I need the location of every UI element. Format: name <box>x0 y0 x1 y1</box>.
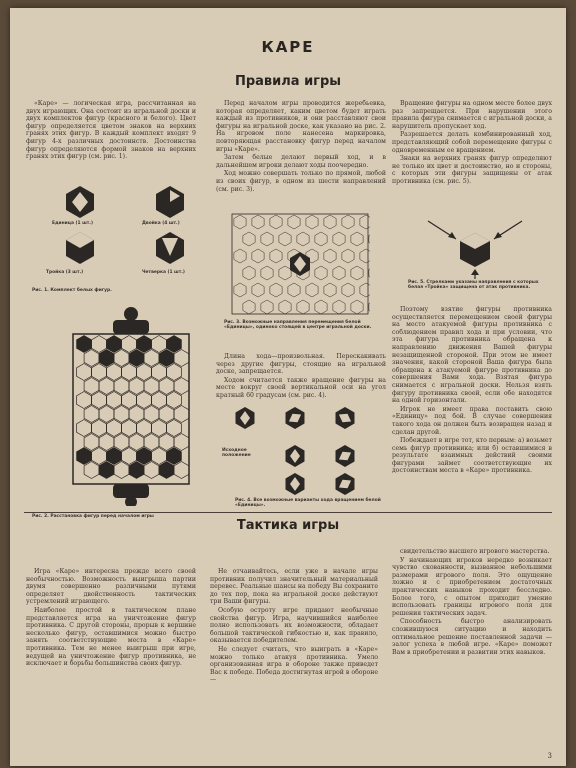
rules-col3-p3: Знаки на верхних гранях фигур определяют не только их цвет и достоинство, но и стороны, с которых эти фигуры защищены от атак противника (см. рис. 5). <box>392 155 552 185</box>
fig3-cell <box>234 283 246 297</box>
fig3-caption: Рис. 3. Возможные направления перемещения белой «Единицы», одиноко стоящей в центре игральной доски. <box>224 320 372 331</box>
board-cell <box>129 434 144 451</box>
fig3-cell <box>270 283 282 297</box>
board-hex-grid <box>77 336 189 479</box>
board-cell <box>144 350 159 367</box>
fig3-cell <box>333 266 345 280</box>
fig3-cell <box>279 266 291 280</box>
board-cell <box>107 364 122 381</box>
rules-heading: Правила игры <box>234 74 342 89</box>
board-cell <box>174 434 189 451</box>
board-cell <box>77 336 92 353</box>
fig3-cell <box>252 283 264 297</box>
board-cell <box>114 462 129 479</box>
player-bottom-icon <box>113 484 149 506</box>
fig3-cell <box>279 300 291 314</box>
board-cell <box>92 336 107 353</box>
fig3-cell <box>360 283 370 297</box>
page-title: КАРЕ <box>261 38 315 56</box>
fig5-caption: Рис. 5. Стрелками указаны направления с которых белая «Тройка» защищена от атак противника. <box>408 280 539 291</box>
player-top-icon <box>113 307 149 334</box>
fig3-cell <box>315 266 327 280</box>
fig3-cell <box>261 300 273 314</box>
fig3-cell <box>252 215 264 229</box>
fig3-cell <box>324 249 336 263</box>
board-cell <box>167 336 182 353</box>
piece-edinica <box>66 186 94 218</box>
board-cell <box>99 350 114 367</box>
fig3-cell <box>234 215 246 229</box>
fig3-cell <box>324 215 336 229</box>
label-troyka: Тройка (3 шт.) <box>46 270 84 275</box>
fig3-cell <box>360 215 370 229</box>
board-cell <box>152 392 167 409</box>
fig3-cell <box>369 266 370 280</box>
fig3-cell <box>333 300 345 314</box>
tactics-col3-p1: свидетельство высшего игрового мастерства. <box>400 548 550 555</box>
board-cell <box>114 378 129 395</box>
rules-column-2b <box>216 353 386 401</box>
fig1-piece-set <box>50 180 200 280</box>
fig3-cell <box>279 232 291 246</box>
board-cell <box>107 448 122 465</box>
board-cell <box>92 392 107 409</box>
board-cell <box>137 392 152 409</box>
board-cell <box>129 350 144 367</box>
board-cell <box>92 420 107 437</box>
rules-col2-p2: Затем белые делают первый ход, и в дальнейшем игроки делают ходы поочередно. <box>216 154 386 169</box>
board-cell <box>152 420 167 437</box>
rules-col3-p1: Вращение фигуры на одном месте более двух раз запрещается. При нарушении этого правила фигура снимается с игральной доски, а нарушитель пропускает ход. <box>392 100 552 130</box>
rules-column-3 <box>392 100 552 187</box>
fig3-cell <box>288 215 300 229</box>
booklet-page <box>10 8 566 766</box>
fig3-cell <box>315 300 327 314</box>
label-dvoyka: Двойка (4 шт.) <box>142 221 180 226</box>
board-cell <box>159 406 174 423</box>
board-cell <box>167 392 182 409</box>
board-cell <box>77 364 92 381</box>
board-cell <box>167 448 182 465</box>
board-cell <box>99 462 114 479</box>
fig3-cell <box>243 232 255 246</box>
board-cell <box>174 462 189 479</box>
board-cell <box>159 462 174 479</box>
fig3-cell <box>243 300 255 314</box>
tactics-col1-p2: Наиболее простой в тактическом плане представляется игра на уничтожение фигур противника. С другой стороны, прорыв к вершине несколько фигур, оставшимися можно быстро занять соответствующие места в «Каре» противника. Тем не менее выигрыш при игре, ведущей на уничтожение фигур противника, не исключает и борьбы большинства своих фигур. <box>26 606 196 668</box>
board-cell <box>107 336 122 353</box>
fig3-cell <box>342 283 354 297</box>
rules-col2-p3: Ход можно совершать только по прямой, любой из своих фигур, в одном из шести направлений (см. рис. 3). <box>216 170 386 193</box>
rules-col2b-p2: Ходом считается также вращение фигуры на месте вокруг своей вертикальной оси на угол кратный 60 градусам (см. рис. 4). <box>216 376 386 399</box>
fig3-cell <box>342 249 354 263</box>
tactics-col2-p1: Не отчаивайтесь, если уже в начале игры противник получил значительный материальный перевес. Реальные шансы на победу Вы сохраните до тех пор, пока на игральной доске действуют три Ваши фигуры. <box>210 568 378 606</box>
rules-col2b-p1: Длина хода—произвольная. Перескакивать через другие фигуры, стоящие на игральной доске, запрещается. <box>216 353 386 376</box>
board-cell <box>129 378 144 395</box>
fig3-cell <box>234 249 246 263</box>
rules-intro-column <box>26 100 196 162</box>
fig2-caption: Рис. 2. Расстановка фигур перед началом игры <box>32 514 154 519</box>
tactics-col3-p3: Способность быстро анализировать сложившуюся ситуацию и находить оптимальное решение поставленной задачи — залог успеха в любой игре. «Каре» поможет Вам в приобретении и развитии этих навыков. <box>392 618 552 656</box>
board-cell <box>122 364 137 381</box>
board-cell <box>129 462 144 479</box>
fig3-cell <box>261 232 273 246</box>
board-cell <box>84 434 99 451</box>
fig3-cell <box>333 232 345 246</box>
tactics-heading: Тактика игры <box>236 518 340 533</box>
fig2-board <box>46 306 216 506</box>
board-cell <box>167 364 182 381</box>
rules-col3b-p2: Игрок не имеет права поставить свою «Единицу» под бой. В случае совершения такого хода он должен быть возвращен назад и сделан другой. <box>392 405 552 436</box>
board-cell <box>77 448 92 465</box>
board-cell <box>144 406 159 423</box>
tactics-col1-p1: Игра «Каре» интересна прежде всего своей необычностью. Возможность выигрыша партии двумя совершенно различными путями определяет двойственность тактических устремлений играющего. <box>26 568 196 606</box>
board-cell <box>122 420 137 437</box>
board-cell <box>137 336 152 353</box>
board-cell <box>137 448 152 465</box>
fig3-cell <box>351 266 363 280</box>
fig3-cell <box>243 266 255 280</box>
label-chetverka: Четверка (1 шт.) <box>142 270 185 275</box>
board-cell <box>77 392 92 409</box>
fig5-troyka-protection <box>420 213 530 283</box>
board-cell <box>114 350 129 367</box>
fig3-cell <box>351 232 363 246</box>
tactics-col2-p2: Особую остроту игре придают необычные свойства фигур. Игра, научившийся наиболее полно использовать их возможности, обладает большой тактической гибкостью и, как правило, оказывается победителем. <box>210 606 378 645</box>
rules-column-2 <box>216 100 386 194</box>
board-cell <box>174 350 189 367</box>
board-cell <box>92 364 107 381</box>
board-cell <box>122 448 137 465</box>
piece-dvoyka <box>156 186 184 218</box>
board-cell <box>137 420 152 437</box>
tactics-col2-p3: Не следует считать, что выиграть в «Каре» можно только атакуя противника. Умело организованная игра в обороне также приведет Вас к победе. Победа достигнутая игрой в обороне — <box>210 645 378 684</box>
rules-col3b-p1: Поэтому взятие фигуры противника осуществляется перемещением своей фигуры на место атакуемой фигуры противника с соблюдением правил хода и при условии, что эта фигура противника обращена к направлению движения Вашей фигуры незащищенной стороной. При этом не имеет значения, какой стороной Ваша фигура была обращена к атакуемой фигуре противника до совершения Вами хода. Взятая фигура снимается с игральной доски. Нельзя взять фигуру противника своей, если обе находятся на одной горизонтали. <box>392 306 552 405</box>
fig3-cell <box>297 232 309 246</box>
board-cell <box>152 336 167 353</box>
rules-column-3b <box>392 306 552 476</box>
fig3-cell <box>360 249 370 263</box>
board-cell <box>129 406 144 423</box>
board-cell <box>144 462 159 479</box>
board-cell <box>114 406 129 423</box>
fig3-cell <box>252 249 264 263</box>
fig3-directions <box>230 212 370 316</box>
section-divider <box>24 512 552 513</box>
tactics-column-3 <box>392 548 552 657</box>
rules-col3b-p3: Побеждает в игре тот, кто первым: а) возьмет семь фигур противника; или б) оставшимися в результате взаимных действий своими фигурами займет соответствующие их достоинствам места в «Каре» противника. <box>392 437 552 475</box>
board-cell <box>152 364 167 381</box>
board-cell <box>84 350 99 367</box>
board-cell <box>159 350 174 367</box>
board-cell <box>107 392 122 409</box>
board-cell <box>99 406 114 423</box>
tactics-column-2 <box>210 568 378 685</box>
board-cell <box>152 448 167 465</box>
fig4-caption: Рис. 4. Все возможные варианты хода вращением белой «Единицы». <box>235 498 381 509</box>
fig3-cell <box>261 266 273 280</box>
fig3-cell <box>369 232 370 246</box>
board-cell <box>77 420 92 437</box>
board-cell <box>167 420 182 437</box>
board-cell <box>114 434 129 451</box>
rules-col3-p2: Разрешается делать комбинированный ход, представляющий собой перемещение фигуры с одновременным ее вращением. <box>392 131 552 154</box>
rules-col2-p1: Перед началом игры проводится жеребьевка, которая определяет, каким цветом будет играть каждый из противников, и они расставляют свои фигуры на игральной доске, как указано на рис. 2. На игровом поле нанесена маркировка, повторяющая расстановку фигур перед началом игры «Каре». <box>216 100 386 153</box>
board-cell <box>144 378 159 395</box>
rules-intro-text: «Каре» — логическая игра, рассчитанная на двух играющих. Она состоит из игральной доски и двух комплектов фигур (красного и белого). Цвет фигур определяется цветом знаков на верхних гранях этих фигур. В каждый комплект входят 9 фигур 4-х различных достоинств. Достоинства фигур определяются формой знаков на верхних гранях этих фигур (см. рис. 1). <box>26 100 196 161</box>
fig3-cell <box>306 215 318 229</box>
board-cell <box>107 420 122 437</box>
board-cell <box>159 434 174 451</box>
fig3-cell <box>306 283 318 297</box>
board-cell <box>122 336 137 353</box>
board-cell <box>99 434 114 451</box>
fig3-cell <box>315 232 327 246</box>
label-edinica: Единица (1 шт.) <box>52 221 93 226</box>
board-cell <box>84 406 99 423</box>
board-cell <box>174 406 189 423</box>
piece-troyka <box>66 232 94 264</box>
fig3-cell <box>342 215 354 229</box>
board-cell <box>84 378 99 395</box>
fig3-cell <box>288 283 300 297</box>
piece-chetverka <box>156 232 184 264</box>
board-cell <box>144 434 159 451</box>
fig3-cell <box>297 300 309 314</box>
board-cell <box>137 364 152 381</box>
tactics-column-1 <box>26 568 196 669</box>
fig3-cell <box>324 283 336 297</box>
tactics-col3-p2: У начинающих игроков нередко возникает чувство скованности, вызванное небольшими размерами игрового поля. Это ощущение ложно и с приобретением достаточных практических навыков проходит бесследно. Более того, с опытом приходит умение использовать границы игрового поля для решения тактических задач. <box>392 556 552 617</box>
board-cell <box>92 448 107 465</box>
board-cell <box>99 378 114 395</box>
board-cell <box>122 392 137 409</box>
fig3-cell <box>369 300 370 314</box>
label-iskhodnoe: Исходное положение <box>222 448 251 458</box>
board-cell <box>174 378 189 395</box>
fig3-cell <box>270 249 282 263</box>
fig3-cell <box>351 300 363 314</box>
fig3-cell <box>270 215 282 229</box>
board-cell <box>84 462 99 479</box>
fig1-caption: Рис. 1. Комплект белых фигур. <box>32 288 112 293</box>
page-number: 3 <box>547 752 552 760</box>
board-cell <box>159 378 174 395</box>
